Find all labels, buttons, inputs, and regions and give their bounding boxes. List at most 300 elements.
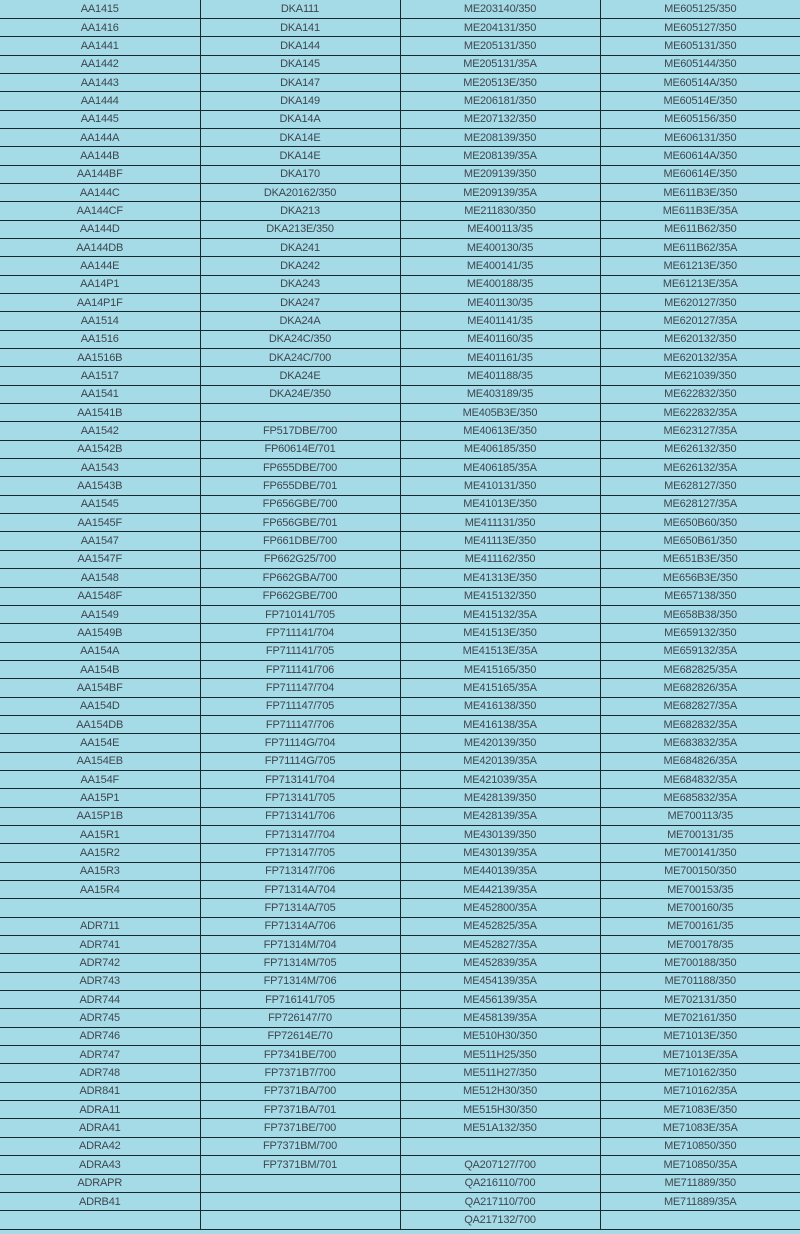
part-number-cell: ME511H25/350 (400, 1046, 600, 1064)
part-number-cell: FP662GBE/700 (200, 587, 400, 605)
part-number-cell: ME682832/35A (600, 715, 800, 733)
part-number-cell: AA154DB (0, 715, 200, 733)
part-number-cell: ME685832/35A (600, 789, 800, 807)
part-number-cell: FP655DBE/700 (200, 459, 400, 477)
part-number-cell: FP71314M/706 (200, 972, 400, 990)
part-number-cell: FP661DBE/700 (200, 532, 400, 550)
table-row (0, 385, 800, 403)
part-number-cell: ME682827/35A (600, 697, 800, 715)
part-number-cell: FP7371B7/700 (200, 1064, 400, 1082)
part-number-cell: ME452839/35A (400, 954, 600, 972)
part-number-cell: ME710850/35A (600, 1156, 800, 1174)
part-number-cell: FP713141/706 (200, 807, 400, 825)
table-row (0, 165, 800, 183)
part-number-cell: FP710141/705 (200, 605, 400, 623)
part-number-cell: ME700188/350 (600, 954, 800, 972)
part-number-cell (0, 899, 200, 917)
part-number-cell: ME420139/35A (400, 752, 600, 770)
part-number-cell: ME41313E/350 (400, 569, 600, 587)
part-number-cell: ME701188/350 (600, 972, 800, 990)
part-number-cell: ME206181/350 (400, 92, 600, 110)
part-number-cell: AA144CF (0, 202, 200, 220)
part-number-cell: DKA243 (200, 275, 400, 293)
part-number-cell: AA1542B (0, 440, 200, 458)
part-number-cell: ME659132/350 (600, 624, 800, 642)
part-number-cell: ME700141/350 (600, 844, 800, 862)
part-number-cell: AA14P1F (0, 294, 200, 312)
part-number-cell: ME211830/350 (400, 202, 600, 220)
part-number-cell: AA1548F (0, 587, 200, 605)
part-number-cell: ME711889/35A (600, 1192, 800, 1210)
part-number-cell: FP71314A/706 (200, 917, 400, 935)
part-number-cell: AA1442 (0, 55, 200, 73)
part-number-cell: AA1545 (0, 495, 200, 513)
part-number-cell: AA144E (0, 257, 200, 275)
part-number-cell: ME60614E/350 (600, 165, 800, 183)
part-number-cell: ME452825/35A (400, 917, 600, 935)
part-number-cell: ME401188/35 (400, 367, 600, 385)
part-number-cell: FP72614E/70 (200, 1027, 400, 1045)
part-number-cell: DKA24C/700 (200, 349, 400, 367)
part-number-cell: FP726147/70 (200, 1009, 400, 1027)
part-number-cell: FP711141/704 (200, 624, 400, 642)
part-number-cell: ME60514A/350 (600, 73, 800, 91)
part-number-cell: ME626132/350 (600, 440, 800, 458)
table-row (0, 257, 800, 275)
part-number-cell: ME700150/350 (600, 862, 800, 880)
part-number-cell: AA15R1 (0, 825, 200, 843)
table-row (0, 1082, 800, 1100)
table-row (0, 202, 800, 220)
part-number-cell: ME71083E/35A (600, 1119, 800, 1137)
table-row (0, 1156, 800, 1174)
part-number-cell: ME71083E/350 (600, 1101, 800, 1119)
part-number-cell: ME611B3E/35A (600, 202, 800, 220)
table-row (0, 972, 800, 990)
part-number-cell: ME406185/35A (400, 459, 600, 477)
table-row (0, 1064, 800, 1082)
table-row (0, 275, 800, 293)
part-number-cell: ME428139/350 (400, 789, 600, 807)
table-row (0, 404, 800, 422)
table-row (0, 734, 800, 752)
part-number-cell: ME700153/35 (600, 881, 800, 899)
part-number-cell: AA1543 (0, 459, 200, 477)
part-number-cell: ME442139/35A (400, 881, 600, 899)
part-number-cell: ME416138/350 (400, 697, 600, 715)
part-number-cell: ME710162/35A (600, 1082, 800, 1100)
table-row (0, 312, 800, 330)
part-number-cell: DKA20162/350 (200, 183, 400, 201)
part-number-cell: ME411131/350 (400, 514, 600, 532)
part-number-cell: ME61213E/350 (600, 257, 800, 275)
table-row (0, 807, 800, 825)
table-row (0, 1174, 800, 1192)
table-row (0, 789, 800, 807)
part-number-cell: ME205131/350 (400, 37, 600, 55)
table-row (0, 936, 800, 954)
part-number-cell: AA1514 (0, 312, 200, 330)
part-number-cell: ME454139/35A (400, 972, 600, 990)
part-number-cell: AA154D (0, 697, 200, 715)
part-number-cell: AA154B (0, 660, 200, 678)
part-number-cell: ME626132/35A (600, 459, 800, 477)
part-number-cell: ME209139/350 (400, 165, 600, 183)
part-number-cell: ADR743 (0, 972, 200, 990)
table-row (0, 862, 800, 880)
part-number-cell: ADR742 (0, 954, 200, 972)
table-row (0, 899, 800, 917)
part-number-cell: ADR747 (0, 1046, 200, 1064)
part-number-cell: ME657138/350 (600, 587, 800, 605)
part-number-cell: ME682825/35A (600, 660, 800, 678)
part-number-cell: ME621039/350 (600, 367, 800, 385)
part-number-cell: DKA24A (200, 312, 400, 330)
part-number-cell: ADRA42 (0, 1137, 200, 1155)
part-number-cell: FP711147/705 (200, 697, 400, 715)
part-number-cell: AA144A (0, 128, 200, 146)
part-number-cell: AA154EB (0, 752, 200, 770)
part-number-cell: DKA14E (200, 147, 400, 165)
part-number-cell: ME416138/35A (400, 715, 600, 733)
part-number-cell: ADRA41 (0, 1119, 200, 1137)
part-number-cell (600, 1211, 800, 1230)
part-number-cell: ME651B3E/350 (600, 550, 800, 568)
part-number-cell: ME415165/350 (400, 660, 600, 678)
part-number-cell: ME401130/35 (400, 294, 600, 312)
part-number-cell: AA144C (0, 183, 200, 201)
part-number-cell: ME605131/350 (600, 37, 800, 55)
part-number-cell (200, 1211, 400, 1230)
table-row (0, 844, 800, 862)
table-row (0, 569, 800, 587)
table-row (0, 642, 800, 660)
part-number-cell: ME415132/35A (400, 605, 600, 623)
table-row (0, 128, 800, 146)
part-number-cell: ME405B3E/350 (400, 404, 600, 422)
part-number-cell: ME700178/35 (600, 936, 800, 954)
part-number-cell: FP71114G/704 (200, 734, 400, 752)
part-number-cell: FP71314A/704 (200, 881, 400, 899)
table-row (0, 220, 800, 238)
part-number-cell: ME401160/35 (400, 330, 600, 348)
part-number-cell: FP517DBE/700 (200, 422, 400, 440)
part-number-cell: ME620132/35A (600, 349, 800, 367)
table-row (0, 1211, 800, 1230)
part-number-cell: ME400188/35 (400, 275, 600, 293)
part-number-cell: FP713141/705 (200, 789, 400, 807)
table-row (0, 825, 800, 843)
part-number-cell: FP662GBA/700 (200, 569, 400, 587)
part-number-cell: ME400113/35 (400, 220, 600, 238)
part-number-cell: ME702161/350 (600, 1009, 800, 1027)
table-row (0, 715, 800, 733)
table-row (0, 0, 800, 18)
part-number-cell: ME406185/350 (400, 440, 600, 458)
part-number-cell: ME684832/35A (600, 770, 800, 788)
part-number-cell: FP716141/705 (200, 991, 400, 1009)
part-number-cell: FP71114G/705 (200, 752, 400, 770)
part-number-cell: QA207127/700 (400, 1156, 600, 1174)
part-number-cell: AA154E (0, 734, 200, 752)
part-number-cell: QA217132/700 (400, 1211, 600, 1230)
part-number-cell: ME511H27/350 (400, 1064, 600, 1082)
part-number-cell: ME452800/35A (400, 899, 600, 917)
part-number-cell: ME656B3E/350 (600, 569, 800, 587)
part-number-cell: ME684826/35A (600, 752, 800, 770)
part-number-cell: ME41513E/350 (400, 624, 600, 642)
part-number-cell (200, 1174, 400, 1192)
table-row (0, 532, 800, 550)
part-number-cell: FP655DBE/701 (200, 477, 400, 495)
part-number-cell: AA154BF (0, 679, 200, 697)
table-row (0, 238, 800, 256)
part-number-cell: DKA144 (200, 37, 400, 55)
part-number-cell: ME620127/35A (600, 312, 800, 330)
part-number-cell: ME430139/35A (400, 844, 600, 862)
part-number-cell: AA154F (0, 770, 200, 788)
part-number-cell: ME208139/35A (400, 147, 600, 165)
part-number-cell: ME700131/35 (600, 825, 800, 843)
part-number-cell: ME61213E/35A (600, 275, 800, 293)
part-number-cell: ADR748 (0, 1064, 200, 1082)
part-number-cell: ME650B60/350 (600, 514, 800, 532)
table-row (0, 881, 800, 899)
part-number-cell: DKA24E/350 (200, 385, 400, 403)
part-number-cell: AA1542 (0, 422, 200, 440)
part-number-cell: ME512H30/350 (400, 1082, 600, 1100)
part-number-cell: QA216110/700 (400, 1174, 600, 1192)
table-row (0, 550, 800, 568)
part-number-cell: AA1516 (0, 330, 200, 348)
table-row (0, 1009, 800, 1027)
part-number-cell: ME702131/350 (600, 991, 800, 1009)
part-number-cell: DKA213E/350 (200, 220, 400, 238)
table-row (0, 1119, 800, 1137)
part-number-cell: ME400141/35 (400, 257, 600, 275)
table-row (0, 294, 800, 312)
part-number-cell: DKA242 (200, 257, 400, 275)
part-number-cell: ME60514E/350 (600, 92, 800, 110)
part-number-cell: ME605125/350 (600, 0, 800, 18)
table-row (0, 147, 800, 165)
part-number-cell: ME440139/35A (400, 862, 600, 880)
part-number-cell (400, 1137, 600, 1155)
part-number-cell: ME40613E/350 (400, 422, 600, 440)
part-number-cell: ME650B61/350 (600, 532, 800, 550)
table-row (0, 1046, 800, 1064)
part-number-cell: ME605156/350 (600, 110, 800, 128)
table-row (0, 660, 800, 678)
part-number-cell: ADRB41 (0, 1192, 200, 1210)
part-number-cell: ADR711 (0, 917, 200, 935)
part-number-cell: AA1416 (0, 18, 200, 36)
part-number-cell: ME510H30/350 (400, 1027, 600, 1045)
part-number-cell: ME622832/350 (600, 385, 800, 403)
table-row (0, 330, 800, 348)
table-row (0, 110, 800, 128)
part-number-cell: ME622832/35A (600, 404, 800, 422)
part-number-cell: ME401141/35 (400, 312, 600, 330)
part-number-cell: DKA213 (200, 202, 400, 220)
part-number-cell: AA1516B (0, 349, 200, 367)
part-number-cell: FP711147/706 (200, 715, 400, 733)
table-row (0, 752, 800, 770)
part-number-cell: DKA170 (200, 165, 400, 183)
part-number-cell: ME71013E/350 (600, 1027, 800, 1045)
table-row (0, 1101, 800, 1119)
part-number-cell: ME41513E/35A (400, 642, 600, 660)
part-number-cell: AA154A (0, 642, 200, 660)
part-number-cell: FP7341BE/700 (200, 1046, 400, 1064)
part-number-cell: DKA111 (200, 0, 400, 18)
part-number-cell: ME428139/35A (400, 807, 600, 825)
part-number-cell: ME20513E/350 (400, 73, 600, 91)
part-number-cell: ME700161/35 (600, 917, 800, 935)
part-number-cell: ME683832/35A (600, 734, 800, 752)
table-row (0, 954, 800, 972)
part-number-cell: AA15R4 (0, 881, 200, 899)
part-number-cell: ADRA11 (0, 1101, 200, 1119)
part-number-cell: AA1443 (0, 73, 200, 91)
table-row (0, 349, 800, 367)
part-number-cell: FP662G25/700 (200, 550, 400, 568)
part-number-cell: AA1549B (0, 624, 200, 642)
table-row (0, 1027, 800, 1045)
part-number-cell: ME605144/350 (600, 55, 800, 73)
part-number-cell: ADR746 (0, 1027, 200, 1045)
part-number-cell: FP711141/706 (200, 660, 400, 678)
table-row (0, 459, 800, 477)
part-number-cell: ME415132/350 (400, 587, 600, 605)
part-number-cell: FP713147/704 (200, 825, 400, 843)
part-number-cell: ME456139/35A (400, 991, 600, 1009)
part-number-cell: ME700113/35 (600, 807, 800, 825)
part-number-cell: ME710850/350 (600, 1137, 800, 1155)
part-number-cell: ME682826/35A (600, 679, 800, 697)
part-number-cell: ME611B3E/350 (600, 183, 800, 201)
part-number-cell: AA144BF (0, 165, 200, 183)
part-number-cell: ME700160/35 (600, 899, 800, 917)
part-number-cell: FP71314A/705 (200, 899, 400, 917)
part-number-cell: ADR745 (0, 1009, 200, 1027)
part-number-cell: FP656GBE/700 (200, 495, 400, 513)
part-number-cell: ME203140/350 (400, 0, 600, 18)
part-number-cell: ADRAPR (0, 1174, 200, 1192)
part-number-cell: DKA147 (200, 73, 400, 91)
part-number-cell: ME209139/35A (400, 183, 600, 201)
part-number-cell: FP71314M/705 (200, 954, 400, 972)
part-number-cell (0, 1211, 200, 1230)
table-row (0, 1192, 800, 1210)
part-number-cell: ME628127/35A (600, 495, 800, 513)
part-number-cell: QA217110/700 (400, 1192, 600, 1210)
part-number-cell: FP7371BA/700 (200, 1082, 400, 1100)
part-number-cell: ME415165/35A (400, 679, 600, 697)
part-number-cell: AA1543B (0, 477, 200, 495)
table-row (0, 624, 800, 642)
part-number-cell: ME611B62/35A (600, 238, 800, 256)
part-number-cell: ME710162/350 (600, 1064, 800, 1082)
part-number-cell: ME452827/35A (400, 936, 600, 954)
table-row (0, 422, 800, 440)
table-row (0, 73, 800, 91)
part-number-cell: FP713147/705 (200, 844, 400, 862)
part-number-cell: ME401161/35 (400, 349, 600, 367)
table-row (0, 605, 800, 623)
part-number-cell: ME658B38/350 (600, 605, 800, 623)
part-number-cell: ME605127/350 (600, 18, 800, 36)
part-number-cell: AA15R2 (0, 844, 200, 862)
part-number-cell: AA144DB (0, 238, 200, 256)
part-number-cell: ME458139/35A (400, 1009, 600, 1027)
part-number-cell: ME711889/350 (600, 1174, 800, 1192)
table-row (0, 917, 800, 935)
table-row (0, 1137, 800, 1155)
part-number-cell (200, 404, 400, 422)
part-number-cell: DKA247 (200, 294, 400, 312)
part-number-cell: AA1441 (0, 37, 200, 55)
part-number-cell: ME430139/350 (400, 825, 600, 843)
part-number-cell: AA1517 (0, 367, 200, 385)
table-row (0, 183, 800, 201)
part-number-cell: ME411162/350 (400, 550, 600, 568)
part-number-cell: FP713147/706 (200, 862, 400, 880)
part-number-cell: ME41013E/350 (400, 495, 600, 513)
part-number-cell: FP7371BA/701 (200, 1101, 400, 1119)
part-number-cell: AA1548 (0, 569, 200, 587)
part-number-cell: FP711147/704 (200, 679, 400, 697)
part-number-cell: ME205131/35A (400, 55, 600, 73)
part-number-cell: ADR741 (0, 936, 200, 954)
part-number-cell: ME207132/350 (400, 110, 600, 128)
part-number-cell: AA15P1 (0, 789, 200, 807)
part-number-cell: ME71013E/35A (600, 1046, 800, 1064)
part-number-cell: DKA141 (200, 18, 400, 36)
part-number-cell: AA1545F (0, 514, 200, 532)
part-number-cell: DKA149 (200, 92, 400, 110)
part-number-cell: ME606131/350 (600, 128, 800, 146)
part-number-cell: ME420139/350 (400, 734, 600, 752)
part-number-cell: DKA241 (200, 238, 400, 256)
part-number-cell: ADR841 (0, 1082, 200, 1100)
table-row (0, 679, 800, 697)
part-number-cell: ME41113E/350 (400, 532, 600, 550)
part-number-cell: AA1415 (0, 0, 200, 18)
part-number-cell: DKA145 (200, 55, 400, 73)
part-number-cell: AA15P1B (0, 807, 200, 825)
part-number-cell: FP7371BE/700 (200, 1119, 400, 1137)
part-number-cell: AA1547F (0, 550, 200, 568)
table-row (0, 495, 800, 513)
part-number-cell: ME628127/350 (600, 477, 800, 495)
part-number-cell: DKA14E (200, 128, 400, 146)
part-number-cell: AA1541 (0, 385, 200, 403)
part-number-cell: ME620127/350 (600, 294, 800, 312)
table-row (0, 92, 800, 110)
part-number-cell: ME421039/35A (400, 770, 600, 788)
part-number-cell: ME515H30/350 (400, 1101, 600, 1119)
part-number-cell: FP7371BM/700 (200, 1137, 400, 1155)
table-row (0, 991, 800, 1009)
part-number-cell: ME620132/350 (600, 330, 800, 348)
table-row (0, 18, 800, 36)
part-number-cell (200, 1192, 400, 1210)
part-number-cell: ME400130/35 (400, 238, 600, 256)
table-row (0, 367, 800, 385)
part-number-cell: FP656GBE/701 (200, 514, 400, 532)
part-number-cell: FP713141/704 (200, 770, 400, 788)
